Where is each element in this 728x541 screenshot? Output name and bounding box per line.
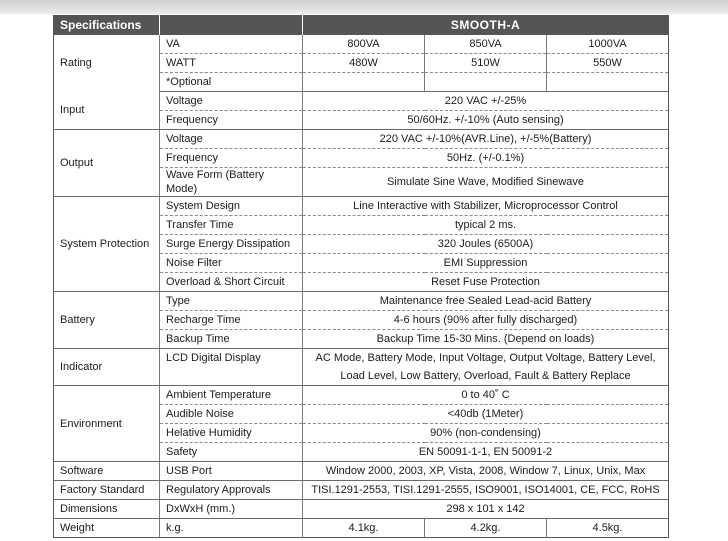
param-humidity: Helative Humidity: [160, 424, 303, 443]
param-audible-noise: Audible Noise: [160, 405, 303, 424]
category-weight: Weight: [54, 519, 160, 538]
param-overload: Overload & Short Circuit: [160, 273, 303, 292]
category-battery: Battery: [54, 292, 160, 349]
value-regulatory-approvals: TISI.1291-2553, TISI.1291-2555, ISO9001, ISO14001, CE, FCC, RoHS: [303, 481, 669, 500]
model-name: SMOOTH-A: [303, 15, 669, 35]
value-recharge-time: 4-6 hours (90% after fully discharged): [303, 311, 669, 330]
value-input-voltage: 220 VAC +/-25%: [303, 92, 669, 111]
value-waveform: Simulate Sine Wave, Modified Sinewave: [303, 168, 669, 197]
value-optional-2: [425, 73, 547, 92]
param-noise-filter: Noise Filter: [160, 254, 303, 273]
param-ambient-temperature: Ambient Temperature: [160, 386, 303, 405]
lcd-display-line-2: Load Level, Low Battery, Overload, Fault & Battery Replace: [340, 370, 631, 382]
value-battery-type: Maintenance free Sealed Lead-acid Battery: [303, 292, 669, 311]
param-regulatory-approvals: Regulatory Approvals: [160, 481, 303, 500]
param-backup-time: Backup Time: [160, 330, 303, 349]
value-optional-3: [547, 73, 669, 92]
header-blank-cell: [160, 15, 303, 35]
param-battery-type: Type: [160, 292, 303, 311]
table-row: [54, 197, 669, 216]
category-input: Input: [54, 92, 160, 130]
category-factory-standard: Factory Standard: [54, 481, 160, 500]
value-output-voltage: 220 VAC +/-10%(AVR.Line), +/-5%(Battery): [303, 130, 669, 149]
table-row: [54, 292, 669, 311]
table-row: [54, 130, 669, 149]
specifications-title: Specifications: [54, 15, 160, 35]
value-usb-port: Window 2000, 2003, XP, Vista, 2008, Window 7, Linux, Unix, Max: [303, 462, 669, 481]
value-watt-510: 510W: [425, 54, 547, 73]
param-output-voltage: Voltage: [160, 130, 303, 149]
value-va-800: 800VA: [303, 35, 425, 54]
specifications-table: [53, 15, 669, 538]
param-safety: Safety: [160, 443, 303, 462]
param-output-frequency: Frequency: [160, 149, 303, 168]
value-weight-2: 4.2kg.: [425, 519, 547, 538]
table-row: [54, 92, 669, 111]
param-system-design: System Design: [160, 197, 303, 216]
param-weight: k.g.: [160, 519, 303, 538]
param-lcd-display: LCD Digital Display: [160, 349, 303, 386]
table-row: [54, 481, 669, 500]
value-transfer-time: typical 2 ms.: [303, 216, 669, 235]
table-row: [54, 349, 669, 386]
category-rating: Rating: [54, 35, 160, 92]
param-recharge-time: Recharge Time: [160, 311, 303, 330]
value-watt-480: 480W: [303, 54, 425, 73]
value-lcd-display: [303, 349, 669, 386]
param-waveform: Wave Form (Battery Mode): [160, 168, 303, 197]
value-noise-filter: EMI Suppression: [303, 254, 669, 273]
table-row: [54, 462, 669, 481]
value-overload: Reset Fuse Protection: [303, 273, 669, 292]
category-indicator: Indicator: [54, 349, 160, 386]
value-weight-1: 4.1kg.: [303, 519, 425, 538]
param-input-voltage: Voltage: [160, 92, 303, 111]
category-dimensions: Dimensions: [54, 500, 160, 519]
value-audible-noise: <40db (1Meter): [303, 405, 669, 424]
table-header-row: [54, 15, 669, 35]
table-row: [54, 519, 669, 538]
value-humidity: 90% (non-condensing): [303, 424, 669, 443]
lcd-display-line-1: AC Mode, Battery Mode, Input Voltage, Output Voltage, Battery Level,: [315, 352, 656, 364]
category-output: Output: [54, 130, 160, 197]
value-va-1000: 1000VA: [547, 35, 669, 54]
param-watt: WATT: [160, 54, 303, 73]
value-system-design: Line Interactive with Stabilizer, Microprocessor Control: [303, 197, 669, 216]
value-va-850: 850VA: [425, 35, 547, 54]
table-row: [54, 35, 669, 54]
value-weight-3: 4.5kg.: [592, 522, 623, 534]
param-transfer-time: Transfer Time: [160, 216, 303, 235]
value-optional-1: [303, 73, 425, 92]
value-dimensions: 298 x 101 x 142: [303, 500, 669, 519]
value-output-frequency: 50Hz. (+/-0.1%): [303, 149, 669, 168]
table-row: [54, 386, 669, 405]
param-optional: *Optional: [160, 73, 303, 92]
value-ambient-temperature: 0 to 40˚ C: [303, 386, 669, 405]
param-surge-energy: Surge Energy Dissipation: [160, 235, 303, 254]
param-va: VA: [160, 35, 303, 54]
table-row: [54, 500, 669, 519]
param-input-frequency: Frequency: [160, 111, 303, 130]
value-backup-time: Backup Time 15-30 Mins. (Depend on loads): [303, 330, 669, 349]
category-system-protection: System Protection: [54, 197, 160, 292]
category-software: Software: [54, 462, 160, 481]
value-safety: EN 50091-1-1, EN 50091-2: [303, 443, 669, 462]
param-usb-port: USB Port: [160, 462, 303, 481]
value-surge-energy: 320 Joules (6500A): [303, 235, 669, 254]
value-input-frequency: 50/60Hz. +/-10% (Auto sensing): [303, 111, 669, 130]
top-bar: [0, 0, 728, 14]
value-watt-550: 550W: [547, 54, 669, 73]
category-environment: Environment: [54, 386, 160, 462]
param-dimensions: DxWxH (mm.): [160, 500, 303, 519]
